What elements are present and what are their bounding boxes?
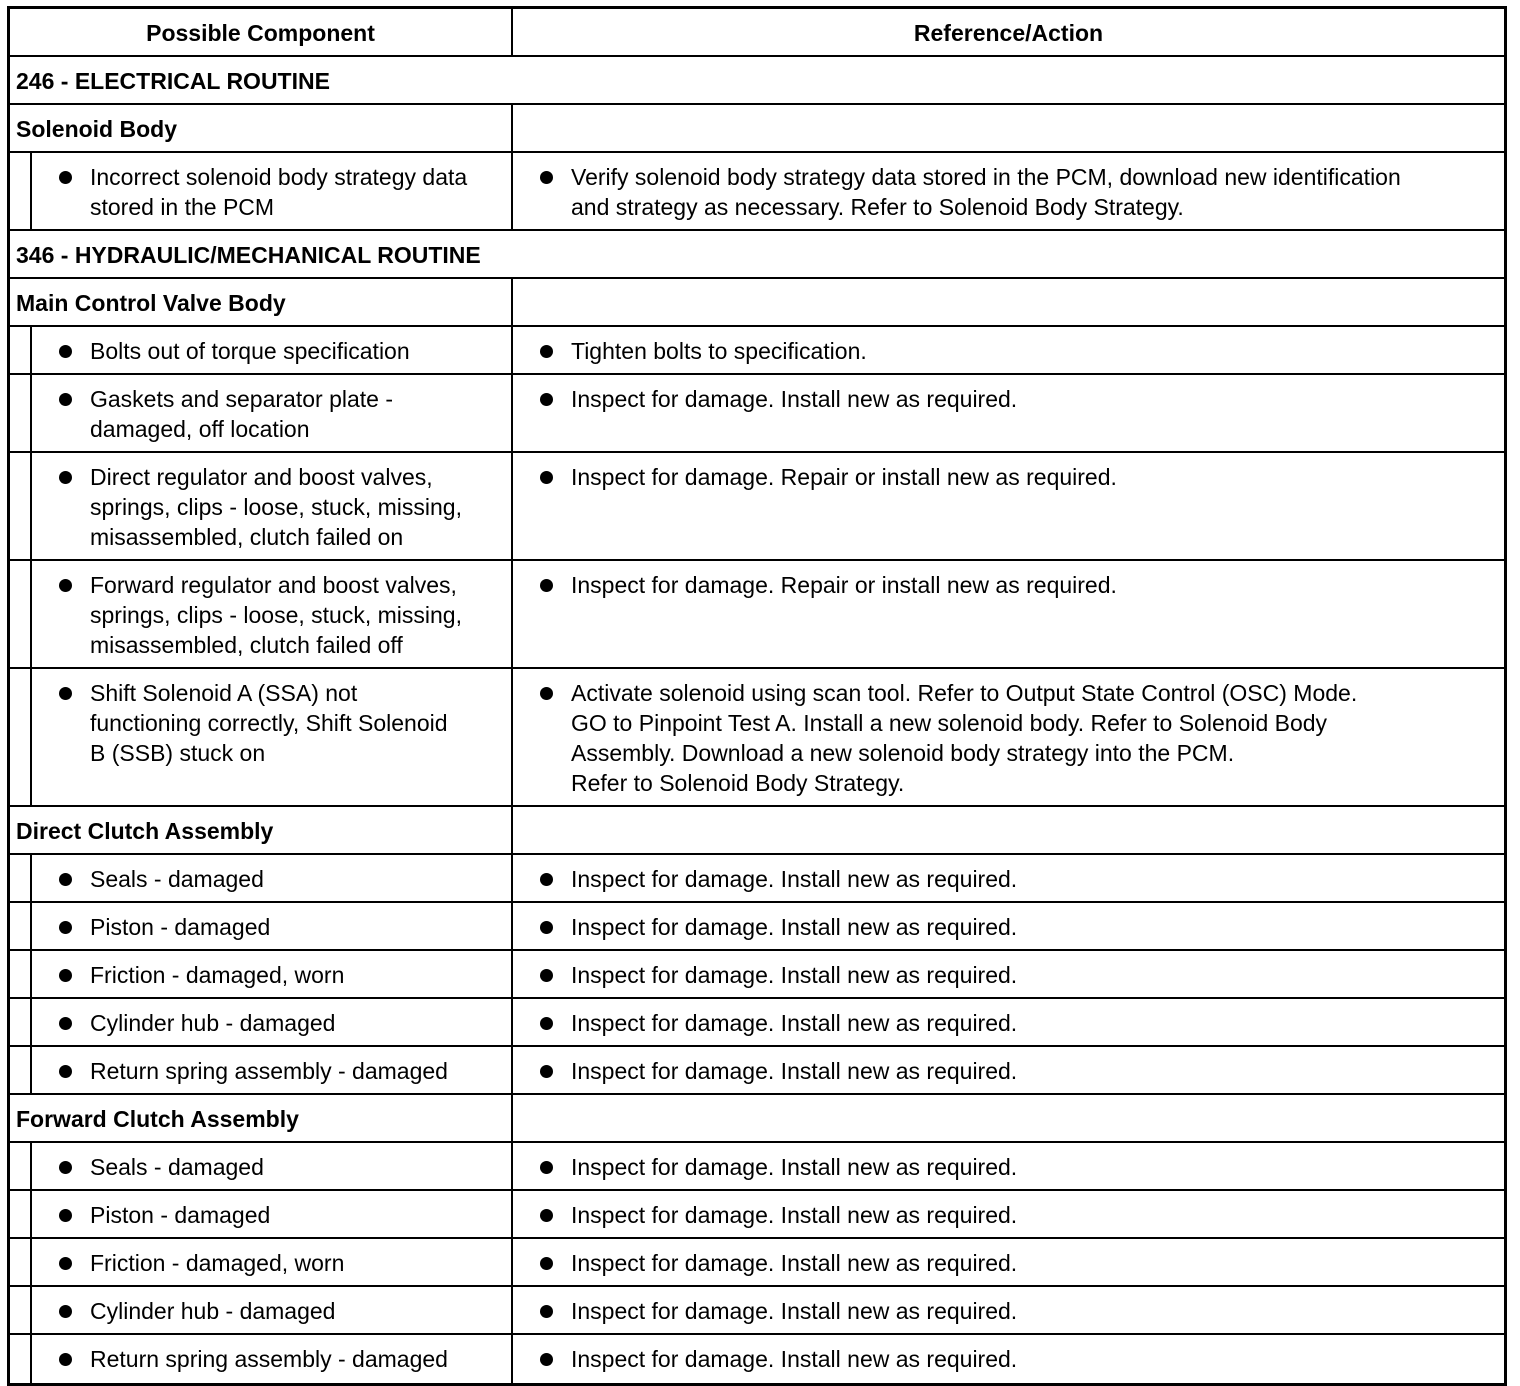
- action-cell: [513, 153, 1504, 229]
- bullet-icon: [59, 1257, 72, 1270]
- table-row: [10, 1287, 1504, 1335]
- bullet-icon: [540, 1017, 553, 1030]
- bullet-icon: [540, 1065, 553, 1078]
- header-cell-component: [10, 9, 513, 55]
- action-line: Inspect for damage. Repair or install new as required.: [571, 464, 1117, 490]
- bullet-icon: [59, 1353, 72, 1366]
- component-line: damaged, off location: [90, 416, 310, 442]
- indent-cell: [10, 327, 32, 373]
- component-text: [90, 912, 510, 942]
- action-cell: [513, 1095, 1504, 1141]
- action-text: [571, 462, 1488, 492]
- table-row: [10, 1047, 1504, 1095]
- action-cell: [513, 1287, 1504, 1333]
- action-line: Verify solenoid body strategy data stored in the PCM, download new identification: [571, 164, 1401, 190]
- group-title: Direct Clutch Assembly: [16, 818, 274, 844]
- section-row: [10, 57, 1504, 105]
- bullet-icon: [540, 687, 553, 700]
- bullet-icon: [540, 921, 553, 934]
- component-line: Friction - damaged, worn: [90, 1250, 345, 1276]
- action-cell: [513, 327, 1504, 373]
- indent-cell: [10, 1287, 32, 1333]
- bullet-icon: [540, 393, 553, 406]
- indent-cell: [10, 951, 32, 997]
- bullet-icon: [59, 579, 72, 592]
- action-line: Inspect for damage. Install new as required.: [571, 1058, 1018, 1084]
- action-text: [571, 864, 1488, 894]
- bullet-icon: [59, 687, 72, 700]
- component-line: misassembled, clutch failed off: [90, 632, 403, 658]
- table-row: [10, 855, 1504, 903]
- action-text: [571, 1152, 1488, 1182]
- component-text: [90, 1296, 510, 1326]
- section-title: 246 - ELECTRICAL ROUTINE: [16, 68, 330, 94]
- component-cell: [10, 1239, 513, 1285]
- bullet-icon: [59, 1209, 72, 1222]
- section-row: [10, 231, 1504, 279]
- indent-cell: [10, 855, 32, 901]
- component-cell: [10, 561, 513, 667]
- table-row: [10, 375, 1504, 453]
- action-line: Inspect for damage. Install new as required.: [571, 1346, 1018, 1372]
- component-text: [90, 1200, 510, 1230]
- bullet-icon: [540, 873, 553, 886]
- table-body: [10, 57, 1504, 1383]
- component-line: Return spring assembly - damaged: [90, 1058, 448, 1084]
- header-component: Possible Component: [146, 20, 375, 46]
- bullet-icon: [59, 1065, 72, 1078]
- action-line: Inspect for damage. Install new as required.: [571, 1202, 1018, 1228]
- group-row: [10, 1095, 1504, 1143]
- component-line: Direct regulator and boost valves,: [90, 464, 433, 490]
- bullet-icon: [540, 1305, 553, 1318]
- component-text: [90, 1344, 510, 1374]
- group-row: [10, 105, 1504, 153]
- action-cell: [513, 279, 1504, 325]
- component-text: [90, 678, 510, 768]
- section-title: 346 - HYDRAULIC/MECHANICAL ROUTINE: [16, 242, 481, 268]
- action-line: Refer to Solenoid Body Strategy.: [571, 770, 905, 796]
- component-line: stored in the PCM: [90, 194, 275, 220]
- component-line: B (SSB) stuck on: [90, 740, 266, 766]
- bullet-icon: [540, 171, 553, 184]
- indent-cell: [10, 1191, 32, 1237]
- table-row: [10, 669, 1504, 807]
- bullet-icon: [540, 471, 553, 484]
- action-line: Inspect for damage. Install new as required.: [571, 386, 1018, 412]
- indent-cell: [10, 453, 32, 559]
- component-text: [90, 864, 510, 894]
- group-title: Solenoid Body: [16, 116, 177, 142]
- action-text: [571, 960, 1488, 990]
- component-line: Cylinder hub - damaged: [90, 1298, 336, 1324]
- component-cell: [10, 903, 513, 949]
- component-line: Friction - damaged, worn: [90, 962, 345, 988]
- bullet-icon: [59, 873, 72, 886]
- component-cell: [10, 1335, 513, 1383]
- component-cell: [10, 1191, 513, 1237]
- component-text: [90, 1008, 510, 1038]
- group-row: [10, 807, 1504, 855]
- action-text: [571, 1056, 1488, 1086]
- group-title: Forward Clutch Assembly: [16, 1106, 299, 1132]
- action-cell: [513, 105, 1504, 151]
- group-row: [10, 279, 1504, 327]
- indent-cell: [10, 1239, 32, 1285]
- table-row: [10, 1191, 1504, 1239]
- component-cell: [10, 1095, 513, 1141]
- component-line: Incorrect solenoid body strategy data: [90, 164, 468, 190]
- component-line: springs, clips - loose, stuck, missing,: [90, 494, 462, 520]
- bullet-icon: [59, 171, 72, 184]
- table-row: [10, 1239, 1504, 1287]
- action-text: [571, 1344, 1488, 1374]
- table-row: [10, 951, 1504, 999]
- table-row: [10, 1335, 1504, 1383]
- action-cell: [513, 903, 1504, 949]
- component-cell: [10, 1047, 513, 1093]
- action-cell: [513, 999, 1504, 1045]
- bullet-icon: [59, 393, 72, 406]
- component-cell: [10, 855, 513, 901]
- table-row: [10, 561, 1504, 669]
- bullet-icon: [540, 1161, 553, 1174]
- action-line: GO to Pinpoint Test A. Install a new solenoid body. Refer to Solenoid Body: [571, 710, 1328, 736]
- action-text: [571, 1008, 1488, 1038]
- bullet-icon: [540, 1209, 553, 1222]
- action-text: [571, 570, 1488, 600]
- action-line: Assembly. Download a new solenoid body strategy into the PCM.: [571, 740, 1235, 766]
- bullet-icon: [540, 579, 553, 592]
- action-line: Inspect for damage. Install new as required.: [571, 962, 1018, 988]
- indent-cell: [10, 1143, 32, 1189]
- table-row: [10, 153, 1504, 231]
- component-cell: [10, 1143, 513, 1189]
- action-line: Inspect for damage. Install new as required.: [571, 914, 1018, 940]
- action-line: Inspect for damage. Install new as required.: [571, 866, 1018, 892]
- action-text: [571, 912, 1488, 942]
- component-line: Piston - damaged: [90, 914, 271, 940]
- component-line: Return spring assembly - damaged: [90, 1346, 448, 1372]
- bullet-icon: [59, 345, 72, 358]
- bullet-icon: [59, 1017, 72, 1030]
- diagnostic-table: [7, 6, 1507, 1386]
- component-line: functioning correctly, Shift Solenoid: [90, 710, 448, 736]
- component-line: Forward regulator and boost valves,: [90, 572, 457, 598]
- header-action: Reference/Action: [913, 20, 1104, 46]
- action-line: Activate solenoid using scan tool. Refer to Output State Control (OSC) Mode.: [571, 680, 1358, 706]
- component-line: Shift Solenoid A (SSA) not: [90, 680, 358, 706]
- action-cell: [513, 1143, 1504, 1189]
- bullet-icon: [540, 969, 553, 982]
- action-text: [571, 1248, 1488, 1278]
- indent-cell: [10, 669, 32, 805]
- component-text: [90, 1056, 510, 1086]
- bullet-icon: [59, 969, 72, 982]
- indent-cell: [10, 1047, 32, 1093]
- action-line: Inspect for damage. Install new as required.: [571, 1010, 1018, 1036]
- bullet-icon: [540, 1353, 553, 1366]
- bullet-icon: [59, 921, 72, 934]
- action-cell: [513, 1239, 1504, 1285]
- component-cell: [10, 1287, 513, 1333]
- bullet-icon: [59, 1161, 72, 1174]
- component-cell: [10, 153, 513, 229]
- indent-cell: [10, 561, 32, 667]
- table-header-row: [10, 9, 1504, 57]
- table-row: [10, 903, 1504, 951]
- bullet-icon: [59, 471, 72, 484]
- table-row: [10, 999, 1504, 1047]
- component-text: [90, 336, 510, 366]
- indent-cell: [10, 153, 32, 229]
- action-cell: [513, 453, 1504, 559]
- action-text: [571, 336, 1488, 366]
- component-cell: [10, 807, 513, 853]
- group-title: Main Control Valve Body: [16, 290, 286, 316]
- action-line: Inspect for damage. Repair or install new as required.: [571, 572, 1117, 598]
- bullet-icon: [540, 1257, 553, 1270]
- component-line: misassembled, clutch failed on: [90, 524, 404, 550]
- action-cell: [513, 669, 1504, 805]
- action-cell: [513, 1047, 1504, 1093]
- component-line: Seals - damaged: [90, 866, 264, 892]
- action-line: Tighten bolts to specification.: [571, 338, 867, 364]
- action-text: [571, 162, 1488, 222]
- component-line: Piston - damaged: [90, 1202, 271, 1228]
- action-text: [571, 1296, 1488, 1326]
- action-line: Inspect for damage. Install new as required.: [571, 1154, 1018, 1180]
- indent-cell: [10, 999, 32, 1045]
- component-cell: [10, 327, 513, 373]
- indent-cell: [10, 1335, 32, 1383]
- action-cell: [513, 1335, 1504, 1383]
- component-text: [90, 462, 510, 552]
- component-line: Cylinder hub - damaged: [90, 1010, 336, 1036]
- component-text: [90, 570, 510, 660]
- component-cell: [10, 375, 513, 451]
- component-text: [90, 960, 510, 990]
- action-cell: [513, 561, 1504, 667]
- component-line: Bolts out of torque specification: [90, 338, 410, 364]
- component-text: [90, 162, 510, 222]
- bullet-icon: [59, 1305, 72, 1318]
- action-cell: [513, 1191, 1504, 1237]
- action-text: [571, 1200, 1488, 1230]
- header-cell-action: [513, 9, 1504, 55]
- action-cell: [513, 807, 1504, 853]
- action-text: [571, 384, 1488, 414]
- component-text: [90, 1152, 510, 1182]
- indent-cell: [10, 375, 32, 451]
- table-row: [10, 327, 1504, 375]
- component-cell: [10, 669, 513, 805]
- component-cell: [10, 999, 513, 1045]
- action-line: Inspect for damage. Install new as required.: [571, 1298, 1018, 1324]
- table-row: [10, 453, 1504, 561]
- component-cell: [10, 453, 513, 559]
- component-text: [90, 384, 510, 444]
- action-line: and strategy as necessary. Refer to Solenoid Body Strategy.: [571, 194, 1184, 220]
- action-cell: [513, 375, 1504, 451]
- component-line: Seals - damaged: [90, 1154, 264, 1180]
- component-cell: [10, 951, 513, 997]
- bullet-icon: [540, 345, 553, 358]
- component-text: [90, 1248, 510, 1278]
- action-text: [571, 678, 1488, 798]
- component-cell: [10, 279, 513, 325]
- action-line: Inspect for damage. Install new as required.: [571, 1250, 1018, 1276]
- table-row: [10, 1143, 1504, 1191]
- component-line: springs, clips - loose, stuck, missing,: [90, 602, 462, 628]
- action-cell: [513, 855, 1504, 901]
- action-cell: [513, 951, 1504, 997]
- indent-cell: [10, 903, 32, 949]
- component-cell: [10, 105, 513, 151]
- component-line: Gaskets and separator plate -: [90, 386, 393, 412]
